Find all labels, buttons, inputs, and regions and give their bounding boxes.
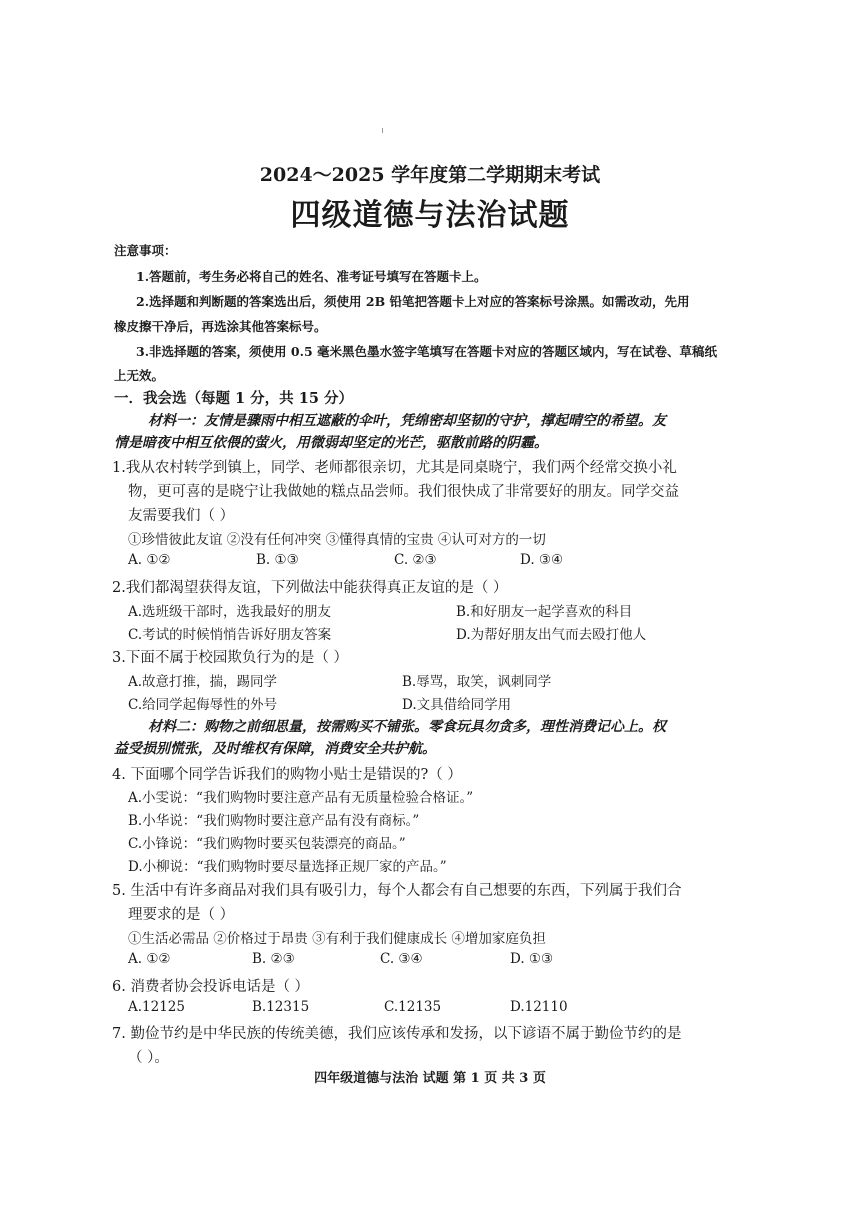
material-line: 材料一：友情是骤雨中相互遮蔽的伞叶，凭绵密却坚韧的守护，撑起晴空的希望。友 [148,413,666,429]
question-7-line: 7. 勤俭节约是中华民族的传统美德，我们应该传承和发扬，以下谚语不属于勤俭节约的是 [112,1026,682,1042]
question-4-option-b: B.小华说：“我们购物时要注意产品有没有商标。” [128,813,420,829]
question-3-option-c: C.给同学起侮辱性的外号 [128,697,278,713]
question-1-option-c: C. ②③ [394,552,437,568]
note-line: 橡皮擦干净后，再选涂其他答案标号。 [114,319,327,334]
question-5-choices: ①生活必需品 ②价格过于昂贵 ③有利于我们健康成长 ④增加家庭负担 [128,931,546,947]
question-2-text: 2.我们都渴望获得友谊，下列做法中能获得真正友谊的是（ ） [112,580,508,596]
question-2-option-a: A.选班级干部时，选我最好的朋友 [128,604,332,620]
question-6-option-d: D.12110 [510,999,568,1015]
material-line: 材料二：购物之前细思量，按需购买不铺张。零食玩具勿贪多，理性消费记心上。权 [148,719,666,735]
question-3-text: 3.下面不属于校园欺负行为的是（ ） [112,650,348,666]
material-line: 情是暗夜中相互依偎的萤火，用微弱却坚定的光芒，驱散前路的阴霾。 [114,435,548,451]
question-6-text: 6. 消费者协会投诉电话是（ ） [112,979,310,995]
note-line: 2.选择题和判断题的答案选出后，须使用 2B 铅笔把答题卡上对应的答案标号涂黑。如需改动，先用 [136,294,690,309]
question-3-option-a: A.故意打推，揣，踢同学 [128,674,278,690]
note-line: 上无效。 [114,368,165,383]
section-heading: 一．我会选（每题 1 分，共 15 分） [114,390,353,407]
scan-mark [382,128,383,133]
question-5-line: 理要求的是（ ） [128,907,235,923]
question-1-choices: ①珍惜彼此友谊 ②没有任何冲突 ③懂得真情的宝贵 ④认可对方的一切 [128,532,546,548]
notes-heading: 注意事项： [114,243,177,258]
question-4-text: 4. 下面哪个同学告诉我们的购物小贴士是错误的?（ ） [112,767,462,783]
question-5-line: 5. 生活中有许多商品对我们具有吸引力，每个人都会有自己想要的东西，下列属于我们合 [112,883,682,899]
page-footer: 四年级道德与法治 试题 第 1 页 共 3 页 [314,1071,546,1086]
question-2-option-c: C.考试的时候悄悄告诉好朋友答案 [128,627,332,643]
question-3-option-b: B.辱骂，取笑，讽刺同学 [402,674,552,690]
question-3-option-d: D.文具借给同学用 [402,697,512,713]
question-5-option-c: C. ③④ [380,951,423,967]
question-4-option-a: A.小雯说：“我们购物时要注意产品有无质量检验合格证。” [128,790,474,806]
note-line: 1.答题前，考生务必将自己的姓名、准考证号填写在答题卡上。 [136,269,487,284]
question-5-option-d: D. ①③ [510,951,554,967]
question-6-option-b: B.12315 [252,999,310,1015]
material-line: 益受损别慌张，及时维权有保障，消费安全共护航。 [114,741,436,757]
question-2-option-d: D.为帮好朋友出气而去殴打他人 [456,627,647,643]
exam-title: 2024～2025 学年度第二学期期末考试 [259,164,601,186]
question-6-option-a: A.12125 [128,999,185,1015]
question-1-line: 友需要我们（ ） [128,508,235,524]
question-6-option-c: C.12135 [384,999,442,1015]
question-1-option-a: A. ①② [128,552,171,568]
note-line: 3.非选择题的答案，须使用 0.5 毫米黑色墨水签字笔填写在答题卡对应的答题区域内，写在试卷、草稿纸 [136,344,718,359]
question-7-line: （ ）。 [128,1050,169,1066]
question-4-option-d: D.小柳说：“我们购物时要尽量选择正规厂家的产品。” [128,859,447,875]
question-1-line: 1.我从农村转学到镇上，同学、老师都很亲切，尤其是同桌晓宁，我们两个经常交换小礼 [112,460,677,476]
question-1-line: 物，更可喜的是晓宁让我做她的糕点品尝师。我们很快成了非常要好的朋友。同学交益 [128,484,679,500]
question-1-option-b: B. ①③ [256,552,299,568]
question-4-option-c: C.小锋说：“我们购物时要买包装漂亮的商品。” [128,836,406,852]
question-1-option-d: D. ③④ [520,552,564,568]
question-5-option-b: B. ②③ [252,951,295,967]
exam-subtitle: 四级道德与法治试题 [290,198,570,233]
question-5-option-a: A. ①② [128,951,171,967]
question-2-option-b: B.和好朋友一起学喜欢的科目 [456,604,633,620]
